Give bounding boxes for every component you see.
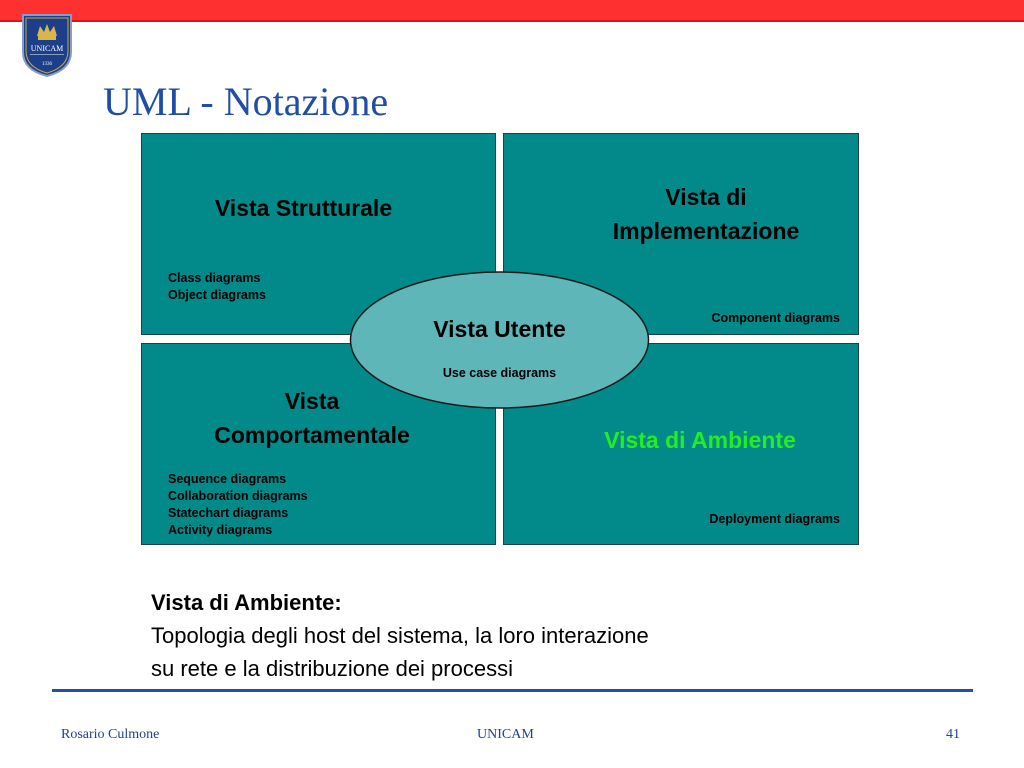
- list-item: Statechart diagrams: [168, 506, 289, 520]
- top-accent-bar: [0, 0, 1024, 22]
- svg-text:1336: 1336: [42, 62, 52, 67]
- svg-text:UNICAM: UNICAM: [30, 44, 64, 53]
- panel-title-comportamentale: Vista Comportamentale: [214, 388, 410, 448]
- unicam-crest-icon: [20, 12, 74, 78]
- description-line: su rete e la distribuzione dei processi: [151, 656, 513, 681]
- panel-title-implementazione: Vista di Implementazione: [612, 184, 800, 244]
- panel-list-implementazione: [712, 310, 841, 327]
- list-item: Collaboration diagrams: [168, 489, 308, 503]
- ellipse-title: Vista Utente: [433, 316, 566, 342]
- description-block: [151, 586, 649, 685]
- panel-list-ambiente: [709, 511, 840, 528]
- description-line: Topologia degli host del sistema, la loro interazione: [151, 623, 649, 648]
- list-item: Class diagrams: [168, 271, 261, 285]
- footer-divider: [52, 689, 973, 692]
- panel-list-comportamentale: [168, 471, 308, 539]
- list-item: Object diagrams: [168, 288, 266, 302]
- description-heading: Vista di Ambiente:: [151, 590, 342, 615]
- vista-utente-ellipse: [349, 270, 650, 410]
- ellipse-subtitle: Use case diagrams: [442, 366, 557, 380]
- footer-center: UNICAM: [477, 727, 534, 742]
- panel-title-strutturale: Vista Strutturale: [214, 195, 393, 221]
- list-item: Activity diagrams: [168, 523, 273, 537]
- list-item: Deployment diagrams: [709, 512, 840, 526]
- footer-author: Rosario Culmone: [61, 727, 160, 742]
- panel-list-strutturale: [168, 270, 266, 304]
- page-title: UML - Notazione: [103, 79, 389, 124]
- list-item: Component diagrams: [711, 311, 840, 325]
- panel-title-ambiente: Vista di Ambiente: [604, 427, 796, 453]
- footer-page-number: 41: [946, 727, 960, 742]
- list-item: Sequence diagrams: [168, 472, 287, 486]
